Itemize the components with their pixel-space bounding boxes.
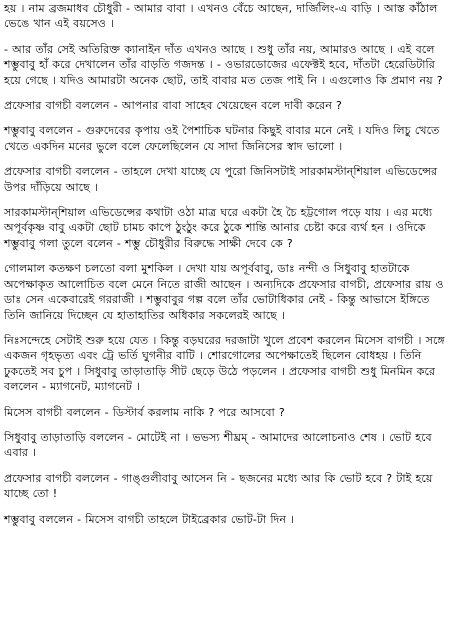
paragraph: শম্ভুবাবু বললেন - মিসেস বাগচী তাহলে টাইব্রেকার ভোট-টা দিন ।	[4, 512, 295, 526]
document-page	[4, 0, 452, 537]
paragraph: হয় । নাম ব্রজমাধব চৌধুরী - আমার বাবা । এখনও বেঁচে আছেন, দার্জিলিং-এ বাড়ি । আস্ত কাঁঠাল ভেঙে খান এই বয়সেও ।	[4, 2, 438, 31]
paragraph: শম্ভুবাবু বললেন - গুরুদেবের কৃপায় ওই পৈশাচিক ঘটনার কিছুই বাবার মনে নেই । যদিও লিচু খেতে খেতে একদিন মনের ভুলে বলে ফেলেছিলেন যে সাদা জিনিসের স্বাদ ভালো ।	[4, 124, 440, 153]
paragraph: - আর তাঁর সেই অতিরিক্ত ক্যানাইন দাঁত এখনও আছে । শুধু তাঁর নয়, আমারও আছে । এই বলে শম্ভুবাবু হাঁ করে দেখালেন তাঁর বাড়তি গজদন্ত । - ওভারডোজের এফেক্টই হবে, দাঁতটা হেরেডিটারি হয়ে গেছে । যদিও আমারটা অনেক ছোট, তাই বাবার মত তেজ পাই নি । এগুলোও কি প্রমাণ নয় ?	[4, 42, 443, 87]
paragraph: মিসেস বাগচী বললেন - ডিস্টার্ব করলাম নাকি ? পরে আসবো ?	[4, 405, 285, 419]
paragraph: প্রফেসার বাগচী বললেন - গাঙ্গুলীবাবু আসেন নি - ছজনের মধ্যে আর কি ভোট হবে ? টাই হয়ে যাচ্ছে তো !	[4, 471, 433, 501]
paragraph: সারকামস্টান্‌শিয়াল এভিডেন্সের কথাটা ওঠা মাত্র ঘরে একটা হৈ চৈ হট্টগোল পড়ে যায় । এর মধ্যে অপূর্বকৃষ্ণ বাবু একটা ছোট চামচ কাপে ঠুংঠুং করে ঠুকে শান্তি আনার চেষ্টা করে ব্যর্থ হন । ওদিকে শম্ভুবাবু গলা তুলে বলেন - শম্ভু চৌধুরীর বিরুদ্ধে সাক্ষী দেবে কে ?	[4, 206, 433, 250]
paragraph: প্রফেসার বাগচী বললেন - আপনার বাবা সাহেব খেয়েছেন বলে দাবী করেন ?	[4, 99, 342, 113]
paragraph: প্রফেসার বাগচী বললেন - তাহলে দেখা যাচ্ছে যে পুরো জিনিসটাই সারকামস্টান্‌শিয়াল এভিডেন্সের উপর দাঁড়িয়ে আছে ।	[4, 165, 438, 194]
paragraph: গোলমাল কতক্ষণ চলতো বলা মুশকিল । দেখা যায় অপূর্ববাবু, ডাঃ নন্দী ও সিধুবাবু হাতটাকে অপেক্ষাকৃত আলোচিত বলে মেনে নিতে রাজী আছেন । অন্যদিকে প্রফেসার বাগচী, প্রফেসার রায় ও ডাঃ সেন একেবারেই গররাজী । শম্ভুবাবুর গল্প বলে তাঁর ভোটাধিকার নেই - কিন্তু আভাসে ইঙ্গিতে তিনি জানিয়ে দিচ্ছেন যে হাতাহাতির অধিকার সকলেরই আছে ।	[4, 262, 444, 322]
paragraph: নিঃসন্দেহে সেটাই শুরু হয়ে যেত । কিন্তু বড়ঘরের দরজাটা খুলে প্রবেশ করলেন মিসেস বাগচী । সঙ্গে একজন গৃহভৃত্য এবং ট্রে ভর্তি ঘুগনীর বাটি । শোরগোলের অপেক্ষাতেই ছিলেন বোধহয় । তিনি ঢুকতেই সব চুপ । সিধুবাবু তাড়াতাড়ি সীট ছেড়ে উঠে পড়লেন । প্রফেসার বাগচী শুধু মিনমিন করে বললেন - ম্যাগনেট, ম্যাগনেট ।	[4, 333, 445, 394]
paragraph: সিধুবাবু তাড়াতাড়ি বললেন - মোটেই না । ভভস্য শীঘ্রম্‌ - আমাদের আলোচনাও শেষ । ভোট হবে এবার ।	[4, 430, 432, 460]
